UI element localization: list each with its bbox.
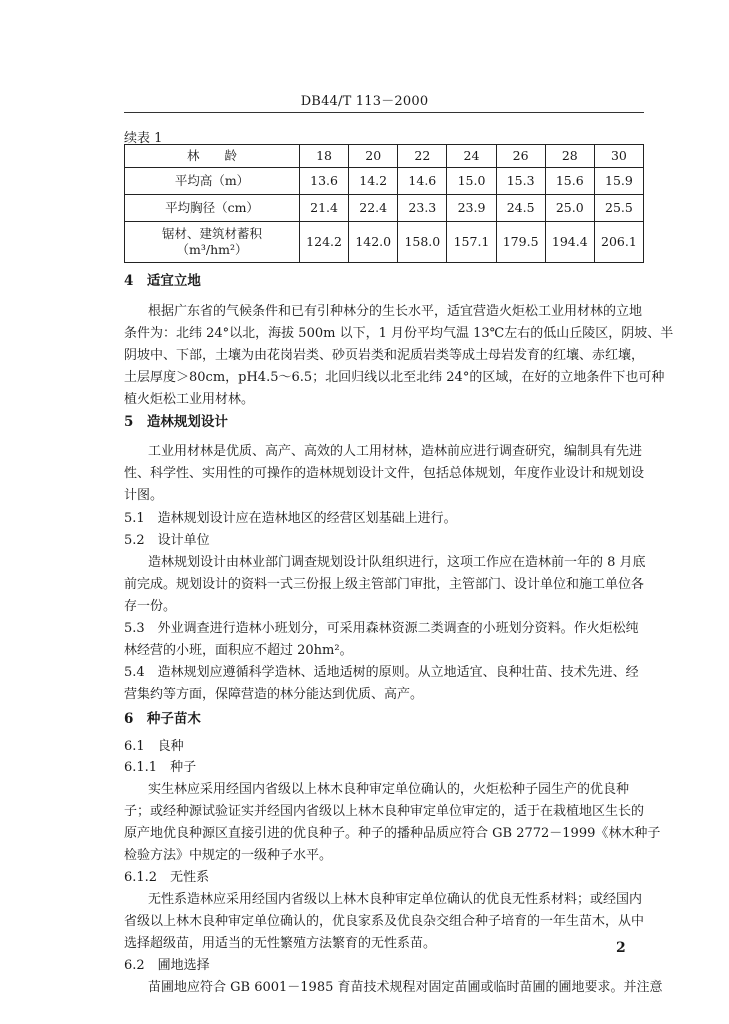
paragraph-line: 计图。 — [124, 488, 164, 503]
paragraph-line: 造林规划设计由林业部门调查规划设计队组织进行，这项工作应在造林前一年的 8 月底 — [148, 555, 646, 570]
paragraph-line: 无性系造林应采用经国内省级以上林木良种审定单位确认的优良无性系材料；或经国内 — [148, 892, 643, 907]
paragraph-line: 省级以上林木良种审定单位确认的，优良家系及优良杂交组合种子培育的一年生苗木，从中 — [124, 914, 645, 929]
row-label — [125, 222, 300, 263]
table-cell: 15.9 — [594, 168, 643, 195]
paragraph-line: 土层厚度＞80cm，pH4.5～6.5；北回归线以北至北纬 24°的区域，在好的立地条件下也可种 — [124, 370, 665, 385]
table-cell: 30 — [594, 145, 643, 168]
table-row — [125, 222, 644, 263]
table-caption: 续表 1 — [124, 131, 163, 146]
paragraph-line: 检验方法》中规定的一级种子水平。 — [124, 848, 333, 863]
clause-line: 5.3 外业调查进行造林小班划分，可采用森林资源二类调查的小班划分资料。作火炬松纯 — [124, 621, 639, 636]
paragraph-line: 植火炬松工业用材林。 — [124, 392, 255, 407]
table-cell: 18 — [300, 145, 349, 168]
table-cell: 14.6 — [398, 168, 447, 195]
table-cell: 179.5 — [496, 222, 545, 263]
clause-heading: 6.1.1 种子 — [124, 760, 197, 775]
table-cell: 24 — [447, 145, 496, 168]
table-row — [125, 145, 644, 168]
table-cell: 22.4 — [349, 195, 398, 222]
table-cell: 20 — [349, 145, 398, 168]
table-cell: 142.0 — [349, 222, 398, 263]
standard-code: DB44/T 113－2000 — [300, 94, 429, 109]
table-cell: 15.6 — [545, 168, 594, 195]
table-row — [125, 168, 644, 195]
table-cell: 25.0 — [545, 195, 594, 222]
paragraph-line: 选择超级苗，用适当的无性繁殖方法繁育的无性系苗。 — [124, 936, 437, 951]
table-cell: 21.4 — [300, 195, 349, 222]
table-cell: 22 — [398, 145, 447, 168]
row-label-line: 锯材、建筑材蓄积 — [161, 226, 262, 241]
table-cell: 23.3 — [398, 195, 447, 222]
paragraph-line: 营集约等方面，保障营造的林分能达到优质、高产。 — [124, 687, 424, 702]
table-cell: 15.3 — [496, 168, 545, 195]
table-cell: 158.0 — [398, 222, 447, 263]
growth-table — [124, 144, 644, 263]
paragraph-line: 原产地优良种源区直接引进的优良种子。种子的播种品质应符合 GB 2772－1999《林木种子 — [124, 826, 661, 841]
paragraph-line: 性、科学性、实用性的可操作的造林规划设计文件，包括总体规划，年度作业设计和规划设 — [124, 466, 645, 481]
table-cell: 25.5 — [594, 195, 643, 222]
paragraph-line: 苗圃地应符合 GB 6001－1985 育苗技术规程对固定苗圃或临时苗圃的圃地要求。并注意 — [148, 980, 663, 995]
table-cell: 206.1 — [594, 222, 643, 263]
table-cell: 157.1 — [447, 222, 496, 263]
clause-heading: 6.1.2 无性系 — [124, 870, 210, 885]
row-label-unit: （m³/hm²） — [176, 242, 248, 257]
section-heading: 5 造林规划设计 — [124, 414, 228, 430]
table-row — [125, 195, 644, 222]
paragraph-line: 根据广东省的气候条件和已有引种林分的生长水平，适宜营造火炬松工业用材林的立地 — [148, 304, 643, 319]
clause-heading: 6.1 良种 — [124, 739, 184, 754]
paragraph-line: 前完成。规划设计的资料一式三份报上级主管部门审批，主管部门、设计单位和施工单位各 — [124, 577, 645, 592]
table-cell: 28 — [545, 145, 594, 168]
table-cell: 15.0 — [447, 168, 496, 195]
table-cell: 26 — [496, 145, 545, 168]
table-cell: 14.2 — [349, 168, 398, 195]
section-heading: 4 适宜立地 — [124, 273, 201, 289]
paragraph-line: 阴坡中、下部，土壤为由花岗岩类、砂页岩类和泥质岩类等成土母岩发育的红壤、赤红壤， — [124, 348, 645, 363]
section-heading: 6 种子苗木 — [124, 711, 201, 727]
paragraph-line: 子；或经种源试验证实并经国内省级以上林木良种审定单位审定的，适于在栽植地区生长的 — [124, 804, 645, 819]
paragraph-line: 林经营的小班，面积应不超过 20hm²。 — [124, 643, 353, 658]
clause-heading: 5.2 设计单位 — [124, 533, 210, 548]
clause-heading: 6.2 圃地选择 — [124, 958, 210, 973]
table-cell: 194.4 — [545, 222, 594, 263]
table-cell: 24.5 — [496, 195, 545, 222]
table-cell: 124.2 — [300, 222, 349, 263]
paragraph-line: 实生林应采用经国内省级以上林木良种审定单位确认的，火炬松种子园生产的优良种 — [148, 782, 630, 797]
row-label: 林 龄 — [125, 145, 300, 168]
paragraph-line: 条件为：北纬 24°以北，海拔 500m 以下，1 月份平均气温 13℃左右的低山丘陵区，阴坡、半 — [124, 326, 674, 341]
paragraph-line: 工业用材林是优质、高产、高效的人工用材林，造林前应进行调查研究，编制具有先进 — [148, 444, 643, 459]
page-number: 2 — [616, 940, 626, 956]
table-cell: 13.6 — [300, 168, 349, 195]
row-label: 平均胸径（cm） — [125, 195, 300, 222]
table-cell: 23.9 — [447, 195, 496, 222]
clause-line: 5.1 造林规划设计应在造林地区的经营区划基础上进行。 — [124, 511, 457, 526]
clause-line: 5.4 造林规划应遵循科学造林、适地适树的原则。从立地适宜、良种壮苗、技术先进、经 — [124, 665, 639, 680]
header-rule — [124, 112, 644, 113]
row-label: 平均高（m） — [125, 168, 300, 195]
paragraph-line: 存一份。 — [124, 599, 177, 614]
